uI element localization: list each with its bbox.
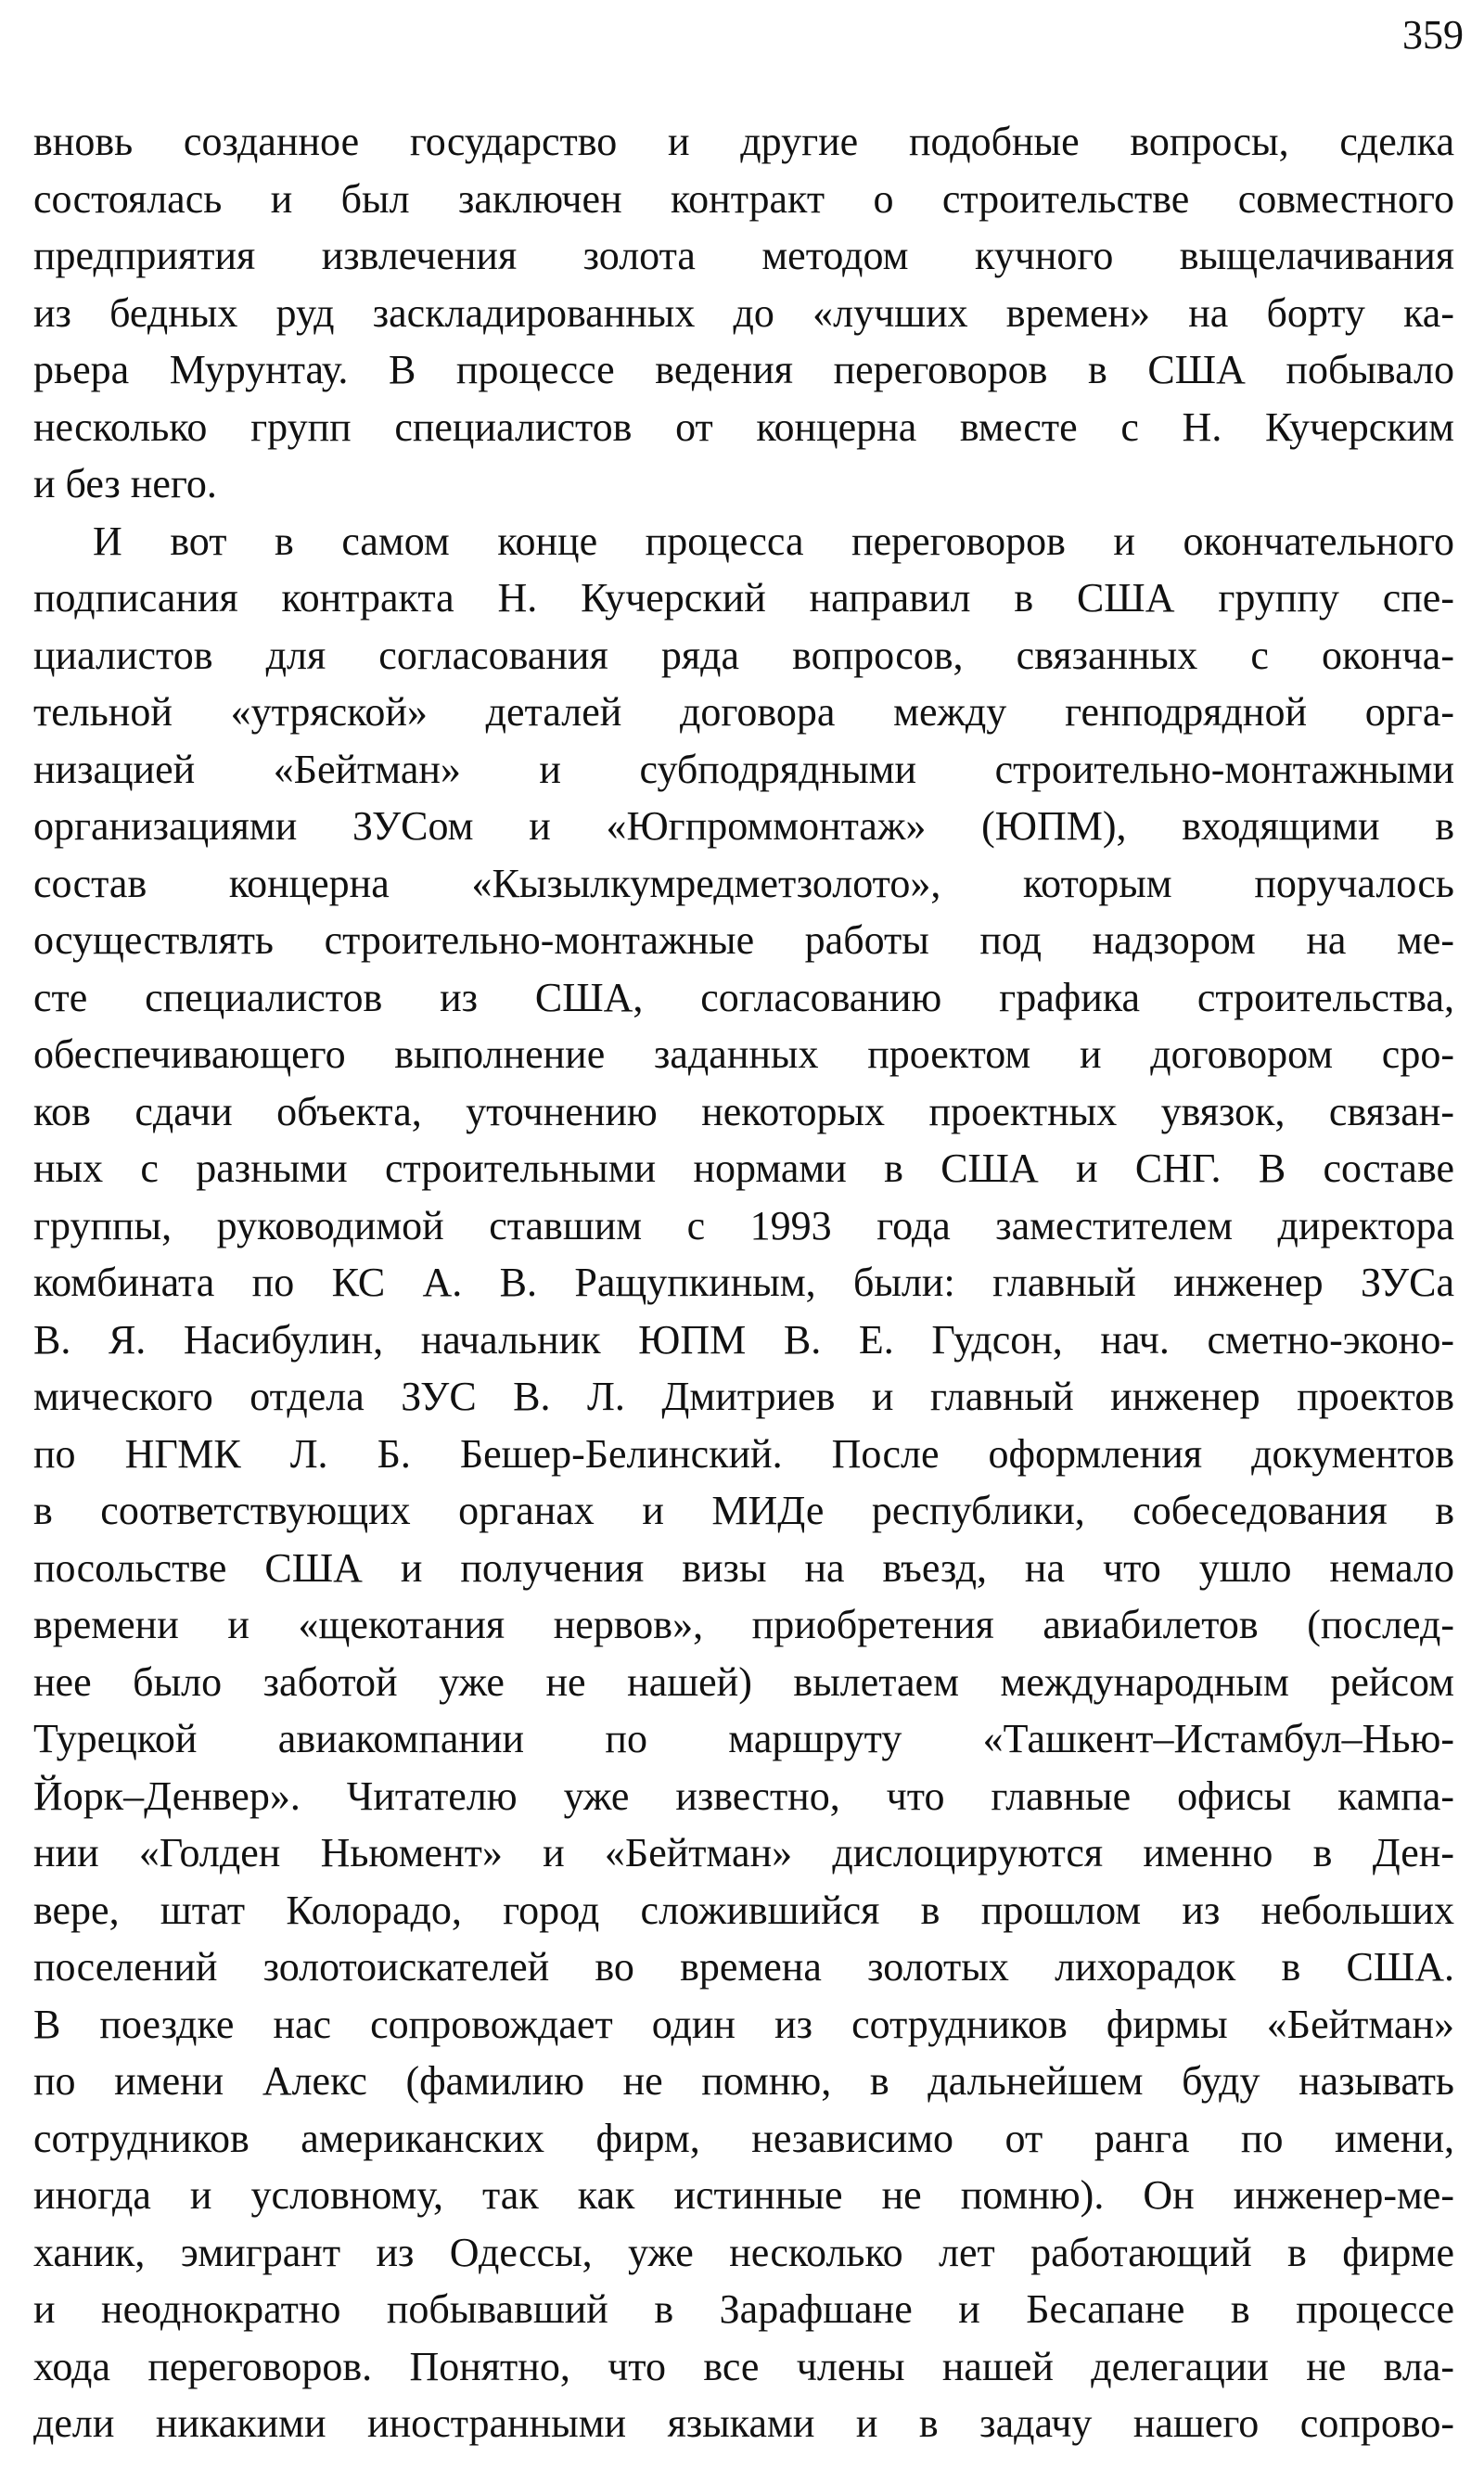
paragraph-2 — [33, 513, 1454, 2452]
text-line: состоялась и был заключен контракт о строительстве совместного — [33, 175, 1454, 222]
text-line: сотрудников американских фирм, независимо от ранга по имени, — [33, 2115, 1454, 2161]
text-line: предприятия извлечения золота методом кучного выщелачивания — [33, 233, 1454, 278]
text-line: ханик, эмигрант из Одессы, уже несколько лет работающий в фирме — [33, 2229, 1454, 2275]
text-line: по НГМК Л. Б. Бешер-Белинский. После оформления документов — [33, 1430, 1454, 1477]
paragraph-1 — [33, 113, 1454, 513]
text-line: обеспечивающего выполнение заданных проектом и договором сро- — [33, 1031, 1454, 1077]
text-line: В. Я. Насибулин, начальник ЮПМ В. Е. Гудсон, нач. сметно-эконо- — [33, 1316, 1454, 1363]
text-line: хода переговоров. Понятно, что все члены нашей делегации не вла- — [33, 2343, 1454, 2389]
text-line: по имени Алекс (фамилию не помню, в дальнейшем буду называть — [33, 2058, 1454, 2104]
text-line: состав концерна «Кызылкумредметзолото», которым поручалось — [33, 860, 1454, 906]
text-line: иногда и условному, так как истинные не помню). Он инженер-ме- — [33, 2172, 1454, 2218]
text-line: из бедных руд заскладированных до «лучших времен» на борту ка- — [33, 289, 1454, 336]
text-line: и без него. — [33, 461, 217, 506]
text-line: низацией «Бейтман» и субподрядными строительно-монтажными — [33, 746, 1454, 792]
text-line: комбината по КС А. В. Ращупкиным, были: главный инженер ЗУСа — [33, 1260, 1454, 1305]
text-body — [33, 113, 1454, 2452]
text-line: организациями ЗУСом и «Югпроммонтаж» (ЮПМ), входящими в — [33, 803, 1454, 849]
text-line: осуществлять строительно-монтажные работы под надзором на ме- — [33, 917, 1454, 963]
text-line: и неоднократно побывавший в Зарафшане и Бесапане в процессе — [33, 2286, 1454, 2332]
text-line: несколько групп специалистов от концерна вместе с Н. Кучерским — [33, 403, 1454, 450]
text-line: ков сдачи объекта, уточнению некоторых проектных увязок, связан- — [33, 1088, 1454, 1134]
text-line: Турецкой авиакомпании по маршруту «Ташкент–Истамбул–Нью- — [33, 1716, 1454, 1761]
text-line: В поездке нас сопровождает один из сотрудников фирмы «Бейтман» — [33, 2001, 1454, 2047]
text-line: группы, руководимой ставшим с 1993 года заместителем директора — [33, 1202, 1454, 1248]
text-line: рьера Мурунтау. В процессе ведения переговоров в США побывало — [33, 347, 1454, 392]
text-line: в соответствующих органах и МИДе республики, собеседования в — [33, 1488, 1454, 1533]
text-line: поселений золотоискателей во времена золотых лихорадок в США. — [33, 1944, 1454, 1990]
text-line: тельной «утряской» деталей договора между генподрядной орга- — [33, 689, 1454, 735]
text-line: нее было заботой уже не нашей) вылетаем международным рейсом — [33, 1658, 1454, 1705]
text-line: Йорк–Денвер». Читателю уже известно, что главные офисы кампа- — [33, 1773, 1454, 1819]
text-line: вновь созданное государство и другие подобные вопросы, сделка — [33, 119, 1454, 164]
page-number: 359 — [1402, 12, 1464, 58]
text-line: времени и «щекотания нервов», приобретения авиабилетов (послед- — [33, 1602, 1454, 1647]
text-line: ных с разными строительными нормами в США и СНГ. В составе — [33, 1146, 1454, 1191]
text-line: посольстве США и получения визы на въезд, на что ушло немало — [33, 1544, 1454, 1591]
text-line: подписания контракта Н. Кучерский направил в США группу спе- — [33, 575, 1454, 621]
text-line: дели никакими иностранными языками и в задачу нашего сопрово- — [33, 2400, 1454, 2446]
text-line: сте специалистов из США, согласованию графика строительства, — [33, 974, 1454, 1020]
text-line: циалистов для согласования ряда вопросов, связанных с оконча- — [33, 632, 1454, 678]
text-line: вере, штат Колорадо, город сложившийся в прошлом из небольших — [33, 1887, 1454, 1933]
text-line: мического отдела ЗУС В. Л. Дмитриев и главный инженер проектов — [33, 1374, 1454, 1419]
text-line: И вот в самом конце процесса переговоров и окончательного — [93, 518, 1454, 564]
text-line: нии «Голден Ньюмент» и «Бейтман» дислоцируются именно в Ден- — [33, 1830, 1454, 1875]
